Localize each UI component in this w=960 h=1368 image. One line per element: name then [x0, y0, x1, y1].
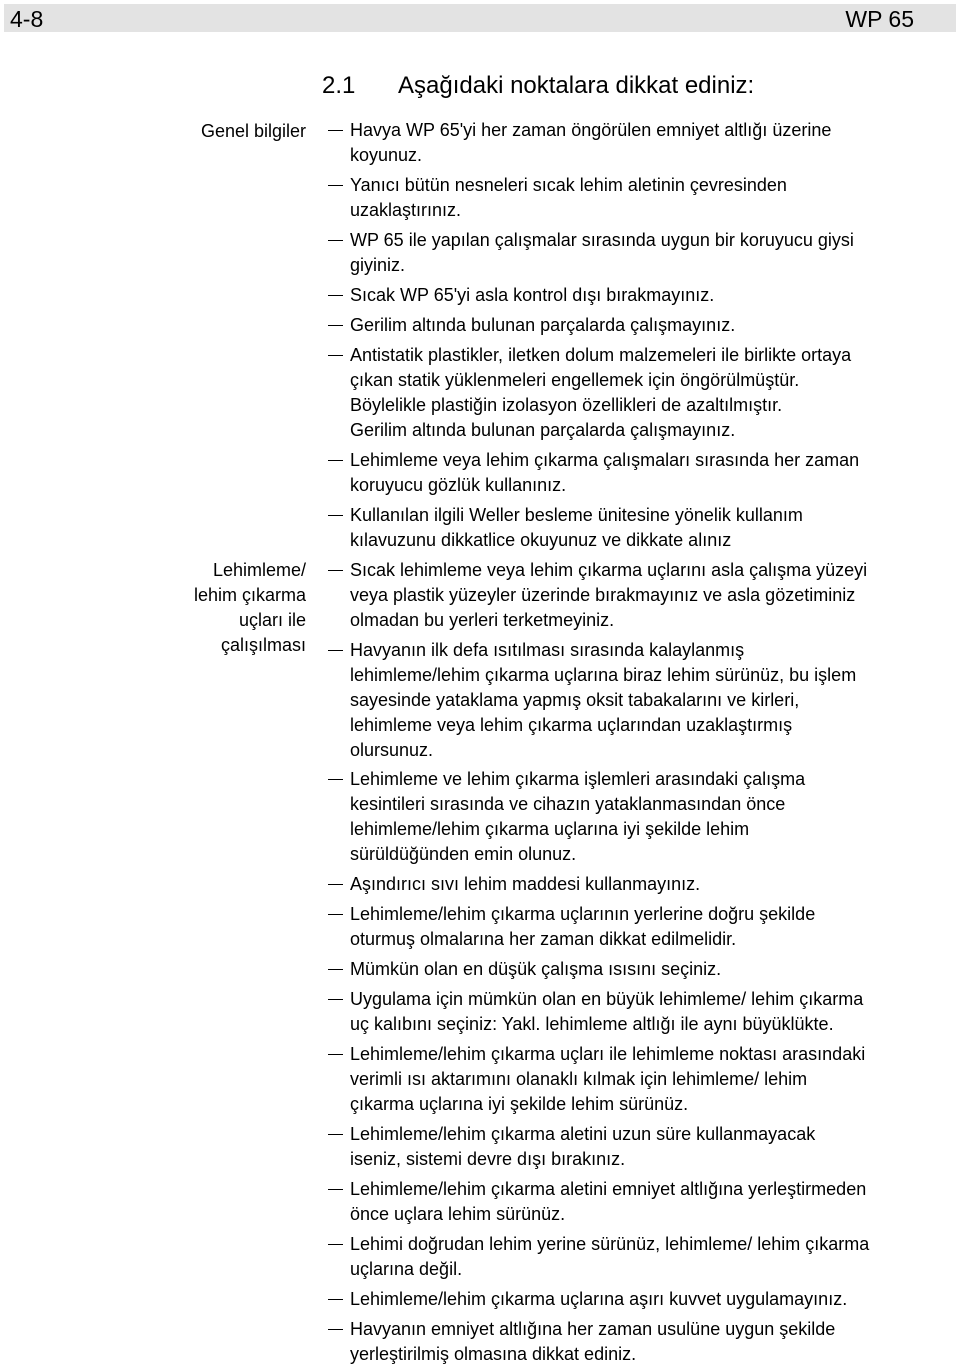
dash-bullet: [328, 1054, 343, 1055]
list-item-text: Yanıcı bütün nesneleri sıcak lehim aletinin çevresinden uzaklaştırınız.: [350, 175, 787, 220]
list-item: [328, 987, 952, 1037]
product-name: WP 65: [845, 6, 914, 32]
list-item: [328, 1287, 952, 1312]
section-title: Aşağıdaki noktalara dikkat ediniz:: [398, 72, 755, 99]
list-item-text: Havyanın emniyet altlığına her zaman usulüne uygun şekilde yerleştirilmiş olmasına dikkat ediniz.: [350, 1319, 836, 1364]
list-item: [328, 1042, 952, 1117]
list-item-text: Kullanılan ilgili Weller besleme ünitesine yönelik kullanım kılavuzunu dikkatlice okuyunuz ve dikkate alınız: [350, 505, 803, 550]
list-item: [328, 1232, 952, 1282]
list-item: [328, 313, 952, 338]
list-item-text: Mümkün olan en düşük çalışma ısısını seçiniz.: [350, 959, 722, 979]
list-item: [328, 118, 952, 168]
list-item: [328, 872, 952, 897]
list-item: [328, 767, 952, 867]
list-item-text: Uygulama için mümkün olan en büyük lehimleme/ lehim çıkarma uç kalıbını seçiniz: Yakl. lehimleme altlığı ile aynı büyüklükte.: [350, 989, 864, 1034]
list-item: [328, 228, 952, 278]
page-number: 4-8: [10, 6, 44, 32]
list-item-text: Aşındırıcı sıvı lehim maddesi kullanmayınız.: [350, 874, 701, 894]
list-item-text: Sıcak lehimleme veya lehim çıkarma uçlarını asla çalışma yüzeyi veya plastik yüzeyler üzerinde bırakmayınız ve asla gözetiminiz olmadan bu yerleri terketmeyiniz.: [350, 560, 868, 630]
list-item-text: Lehimi doğrudan lehim yerine sürünüz, lehimleme/ lehim çıkarma uçlarına değil.: [350, 1234, 870, 1279]
list-item-text: Sıcak WP 65'yi asla kontrol dışı bırakmayınız.: [350, 285, 715, 305]
list-item-text: Lehimleme veya lehim çıkarma çalışmaları sırasında her zaman koruyucu gözlük kullanınız.: [350, 450, 860, 495]
dash-bullet: [328, 1189, 343, 1190]
list-item: [328, 1122, 952, 1172]
list-item: [328, 957, 952, 982]
section-number: 2.1: [322, 72, 356, 99]
list-item-text: Lehimleme/lehim çıkarma aletini emniyet altlığına yerleştirmeden önce uçlara lehim sürünüz.: [350, 1179, 867, 1224]
list-item: [328, 343, 952, 443]
dash-bullet: [328, 460, 343, 461]
section-heading: [322, 72, 754, 100]
list-item-text: WP 65 ile yapılan çalışmalar sırasında uygun bir koruyucu giysi giyiniz.: [350, 230, 854, 275]
list-item: [328, 1177, 952, 1227]
dash-bullet: [328, 515, 343, 516]
side-label-general: Genel bilgiler: [200, 121, 306, 141]
dash-bullet: [328, 185, 343, 186]
page-header: [4, 4, 956, 32]
dash-bullet: [328, 295, 343, 296]
list-item-text: Lehimleme/lehim çıkarma uçlarının yerlerine doğru şekilde oturmuş olmalarına her zaman dikkat edilmelidir.: [350, 904, 816, 949]
list-item-text: Antistatik plastikler, iletken dolum malzemeleri ile birlikte ortaya çıkan statik yüklenmeleri engellemek için öngörülmüştür. Böylelikle plastiğin izolasyon özellikleri de azaltılmıştır. Gerilim altında bulunan parçalarda çalışmayınız.: [350, 345, 852, 440]
dash-bullet: [328, 325, 343, 326]
list-item-text: Lehimleme/lehim çıkarma uçlarına aşırı kuvvet uygulamayınız.: [350, 1289, 848, 1309]
list-item: [328, 283, 952, 308]
dash-bullet: [328, 570, 343, 571]
list-item-text: Havya WP 65'yi her zaman öngörülen emniyet altlığı üzerine koyunuz.: [350, 120, 832, 165]
list-item-text: Lehimleme/lehim çıkarma uçları ile lehimleme noktası arasındaki verimli ısı aktarımını olanaklı kılmak için lehimleme/ lehim çıkarma uçlarına iyi şekilde lehim sürünüz.: [350, 1044, 866, 1114]
dash-bullet: [328, 1329, 343, 1330]
list-item: [328, 1317, 952, 1367]
side-label-soldering-tips: Lehimleme/ lehim çıkarma uçları ile çalışılması: [193, 560, 306, 655]
list-item-text: Lehimleme/lehim çıkarma aletini uzun süre kullanmayacak iseniz, sistemi devre dışı bırakınız.: [350, 1124, 816, 1169]
dash-bullet: [328, 130, 343, 131]
list-item-text: Gerilim altında bulunan parçalarda çalışmayınız.: [350, 315, 736, 335]
list-item-text: Havyanın ilk defa ısıtılması sırasında kalaylanmış lehimleme/lehim çıkarma uçlarına biraz lehim sürünüz, bu işlem sayesinde yataklama yapmış oksit tabakalarını ve kirleri, lehimleme veya lehim çıkarma uçlarından uzaklaştırmış olursunuz.: [350, 640, 857, 760]
list-item: [328, 503, 952, 553]
list-item: [328, 638, 952, 763]
dash-bullet: [328, 999, 343, 1000]
dash-bullet: [328, 884, 343, 885]
dash-bullet: [328, 1244, 343, 1245]
dash-bullet: [328, 240, 343, 241]
dash-bullet: [328, 779, 343, 780]
list-item: [328, 448, 952, 498]
dash-bullet: [328, 1299, 343, 1300]
dash-bullet: [328, 1134, 343, 1135]
list-item: [328, 173, 952, 223]
list-item: [328, 558, 952, 633]
dash-bullet: [328, 355, 343, 356]
dash-bullet: [328, 650, 343, 651]
list-item-text: Lehimleme ve lehim çıkarma işlemleri arasındaki çalışma kesintileri sırasında ve cihazın yataklanmasından önce lehimleme/lehim çıkarma uçlarına iyi şekilde lehim sürüldüğünden emin olunuz.: [350, 769, 806, 864]
dash-bullet: [328, 969, 343, 970]
dash-bullet: [328, 914, 343, 915]
list-item: [328, 902, 952, 952]
